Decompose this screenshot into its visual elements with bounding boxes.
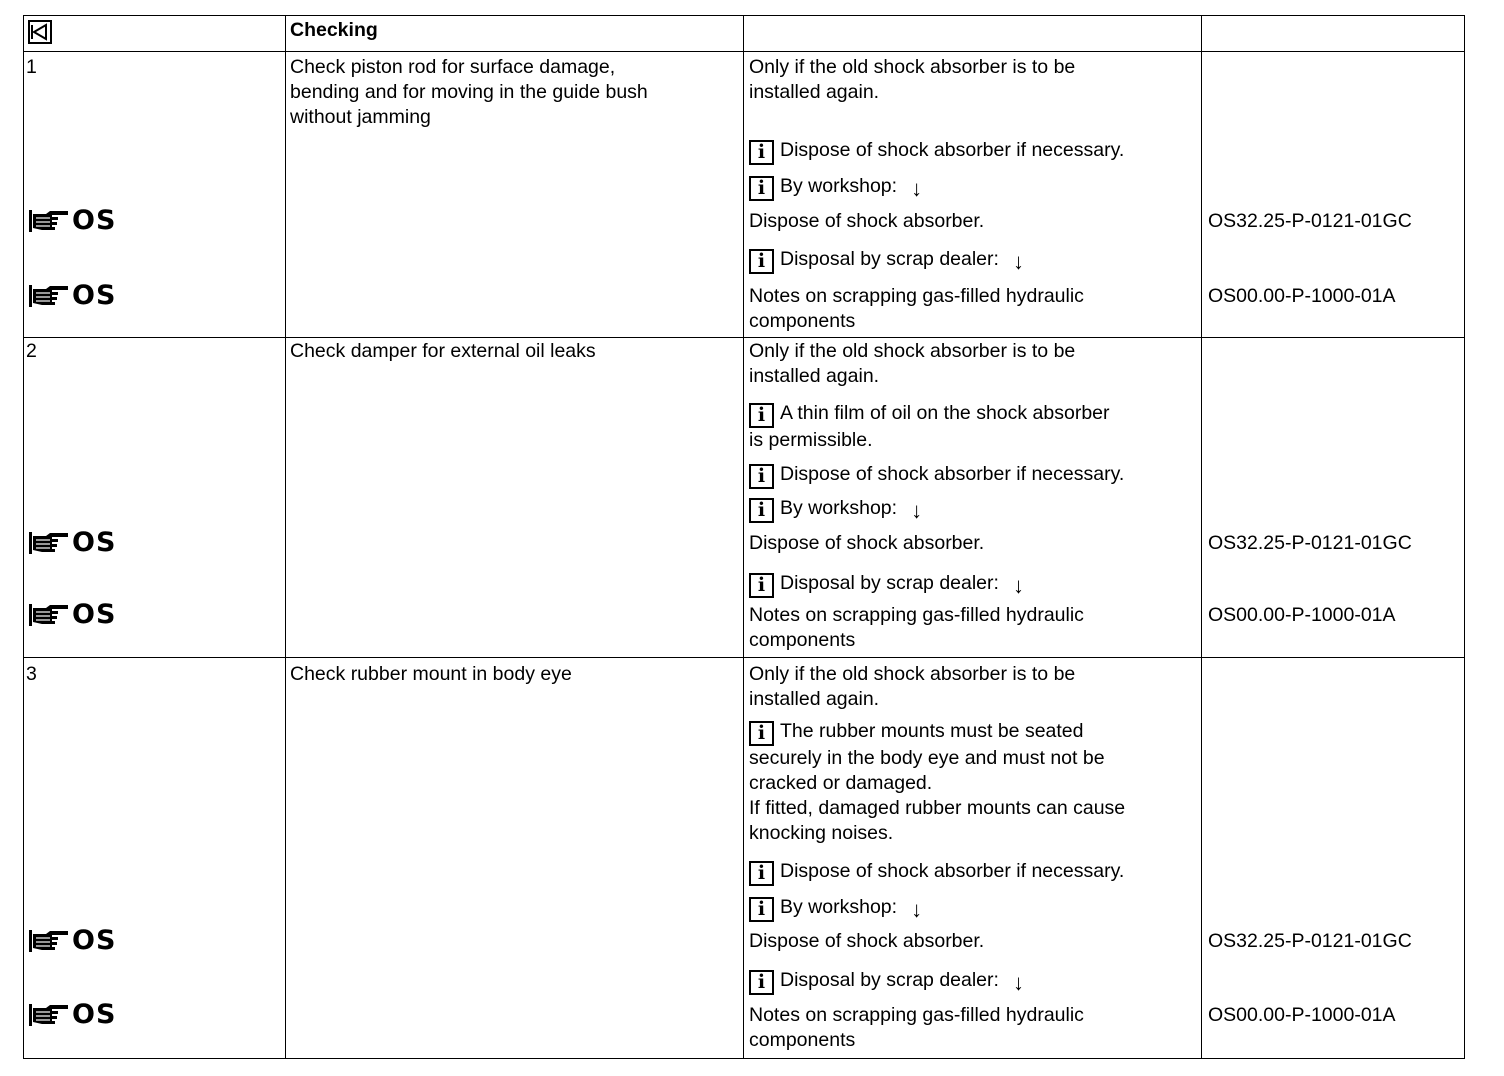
step-task: Check piston rod for surface damage, bending and for moving in the guide bush without jamming	[290, 56, 648, 128]
step-condition: Only if the old shock absorber is to be installed again.	[749, 663, 1076, 710]
document-reference[interactable]: OS32.25-P-0121-01GC	[1208, 532, 1412, 554]
info-note	[749, 174, 922, 201]
reference-link[interactable]	[28, 281, 116, 311]
os-label: OS	[72, 527, 117, 558]
step-task: Check rubber mount in body eye	[290, 663, 572, 685]
table-row	[24, 658, 1464, 1058]
info-icon: i	[749, 970, 774, 995]
info-note	[749, 719, 1125, 846]
info-icon: i	[749, 176, 774, 201]
info-workshop-text: By workshop:	[780, 896, 898, 918]
dispose-text: Dispose of shock absorber.	[749, 532, 985, 554]
arrow-down-icon: ↓	[911, 897, 923, 922]
info-note	[749, 462, 1124, 489]
os-label: OS	[72, 999, 117, 1030]
document-reference[interactable]: OS32.25-P-0121-01GC	[1208, 930, 1412, 952]
step-number: 2	[26, 340, 37, 362]
info-note	[749, 247, 1024, 274]
pointing-hand-icon	[28, 928, 70, 954]
notes-text: Notes on scrapping gas-filled hydraulic components	[749, 285, 1084, 332]
step-number: 1	[26, 56, 37, 78]
table-header-row	[24, 16, 1464, 52]
dispose-text: Dispose of shock absorber.	[749, 930, 985, 952]
info-icon: i	[749, 249, 774, 274]
step-task: Check damper for external oil leaks	[290, 340, 596, 362]
step-number: 3	[26, 663, 37, 685]
step-condition: Only if the old shock absorber is to be installed again.	[749, 56, 1076, 103]
os-label: OS	[72, 205, 117, 236]
reference-link[interactable]	[28, 528, 116, 558]
info-dispose-text: Dispose of shock absorber if necessary.	[780, 139, 1125, 161]
document-reference[interactable]: OS00.00-P-1000-01A	[1208, 1004, 1396, 1026]
info-icon: i	[749, 464, 774, 489]
reference-link[interactable]	[28, 1000, 116, 1030]
info-scrap-text: Disposal by scrap dealer:	[780, 969, 999, 991]
info-extra-text: A thin film of oil on the shock absorber is permissible.	[749, 402, 1110, 451]
info-scrap-text: Disposal by scrap dealer:	[780, 572, 999, 594]
info-icon: i	[749, 861, 774, 886]
notes-text: Notes on scrapping gas-filled hydraulic components	[749, 1004, 1084, 1051]
notes-text: Notes on scrapping gas-filled hydraulic components	[749, 604, 1084, 651]
info-icon: i	[749, 573, 774, 598]
section-title: Checking	[290, 19, 378, 41]
info-icon: i	[749, 897, 774, 922]
reference-link[interactable]	[28, 206, 116, 236]
step-condition: Only if the old shock absorber is to be installed again.	[749, 340, 1076, 387]
info-note	[749, 138, 1124, 165]
pointing-hand-icon	[28, 1002, 70, 1028]
arrow-down-icon: ↓	[1012, 249, 1024, 274]
info-note	[749, 968, 1024, 995]
info-icon: i	[749, 498, 774, 523]
table-row	[24, 338, 1464, 658]
document-reference[interactable]: OS00.00-P-1000-01A	[1208, 285, 1396, 307]
back-arrow-icon[interactable]	[28, 20, 52, 44]
info-icon: i	[749, 140, 774, 165]
info-note	[749, 496, 922, 523]
pointing-hand-icon	[28, 602, 70, 628]
reference-link[interactable]	[28, 600, 116, 630]
info-workshop-text: By workshop:	[780, 175, 898, 197]
os-label: OS	[72, 280, 117, 311]
info-dispose-text: Dispose of shock absorber if necessary.	[780, 463, 1125, 485]
info-note	[749, 895, 922, 922]
os-label: OS	[72, 599, 117, 630]
reference-link[interactable]	[28, 926, 116, 956]
arrow-down-icon: ↓	[1012, 970, 1024, 995]
pointing-hand-icon	[28, 283, 70, 309]
info-note	[749, 571, 1024, 598]
pointing-hand-icon	[28, 208, 70, 234]
arrow-down-icon: ↓	[1012, 573, 1024, 598]
info-icon: i	[749, 403, 774, 428]
info-scrap-text: Disposal by scrap dealer:	[780, 248, 999, 270]
procedure-table	[23, 15, 1465, 1059]
info-workshop-text: By workshop:	[780, 497, 898, 519]
document-reference[interactable]: OS32.25-P-0121-01GC	[1208, 210, 1412, 232]
info-extra-text: The rubber mounts must be seated securely in the body eye and must not be cracked or damaged. If fitted, damaged rubber mounts can cause knocking noises.	[749, 720, 1126, 844]
document-reference[interactable]: OS00.00-P-1000-01A	[1208, 604, 1396, 626]
arrow-down-icon: ↓	[911, 498, 923, 523]
info-icon: i	[749, 721, 774, 746]
info-note	[749, 859, 1124, 886]
pointing-hand-icon	[28, 530, 70, 556]
dispose-text: Dispose of shock absorber.	[749, 210, 985, 232]
info-note	[749, 401, 1110, 453]
arrow-down-icon: ↓	[911, 176, 923, 201]
table-row	[24, 52, 1464, 338]
info-dispose-text: Dispose of shock absorber if necessary.	[780, 860, 1125, 882]
os-label: OS	[72, 925, 117, 956]
